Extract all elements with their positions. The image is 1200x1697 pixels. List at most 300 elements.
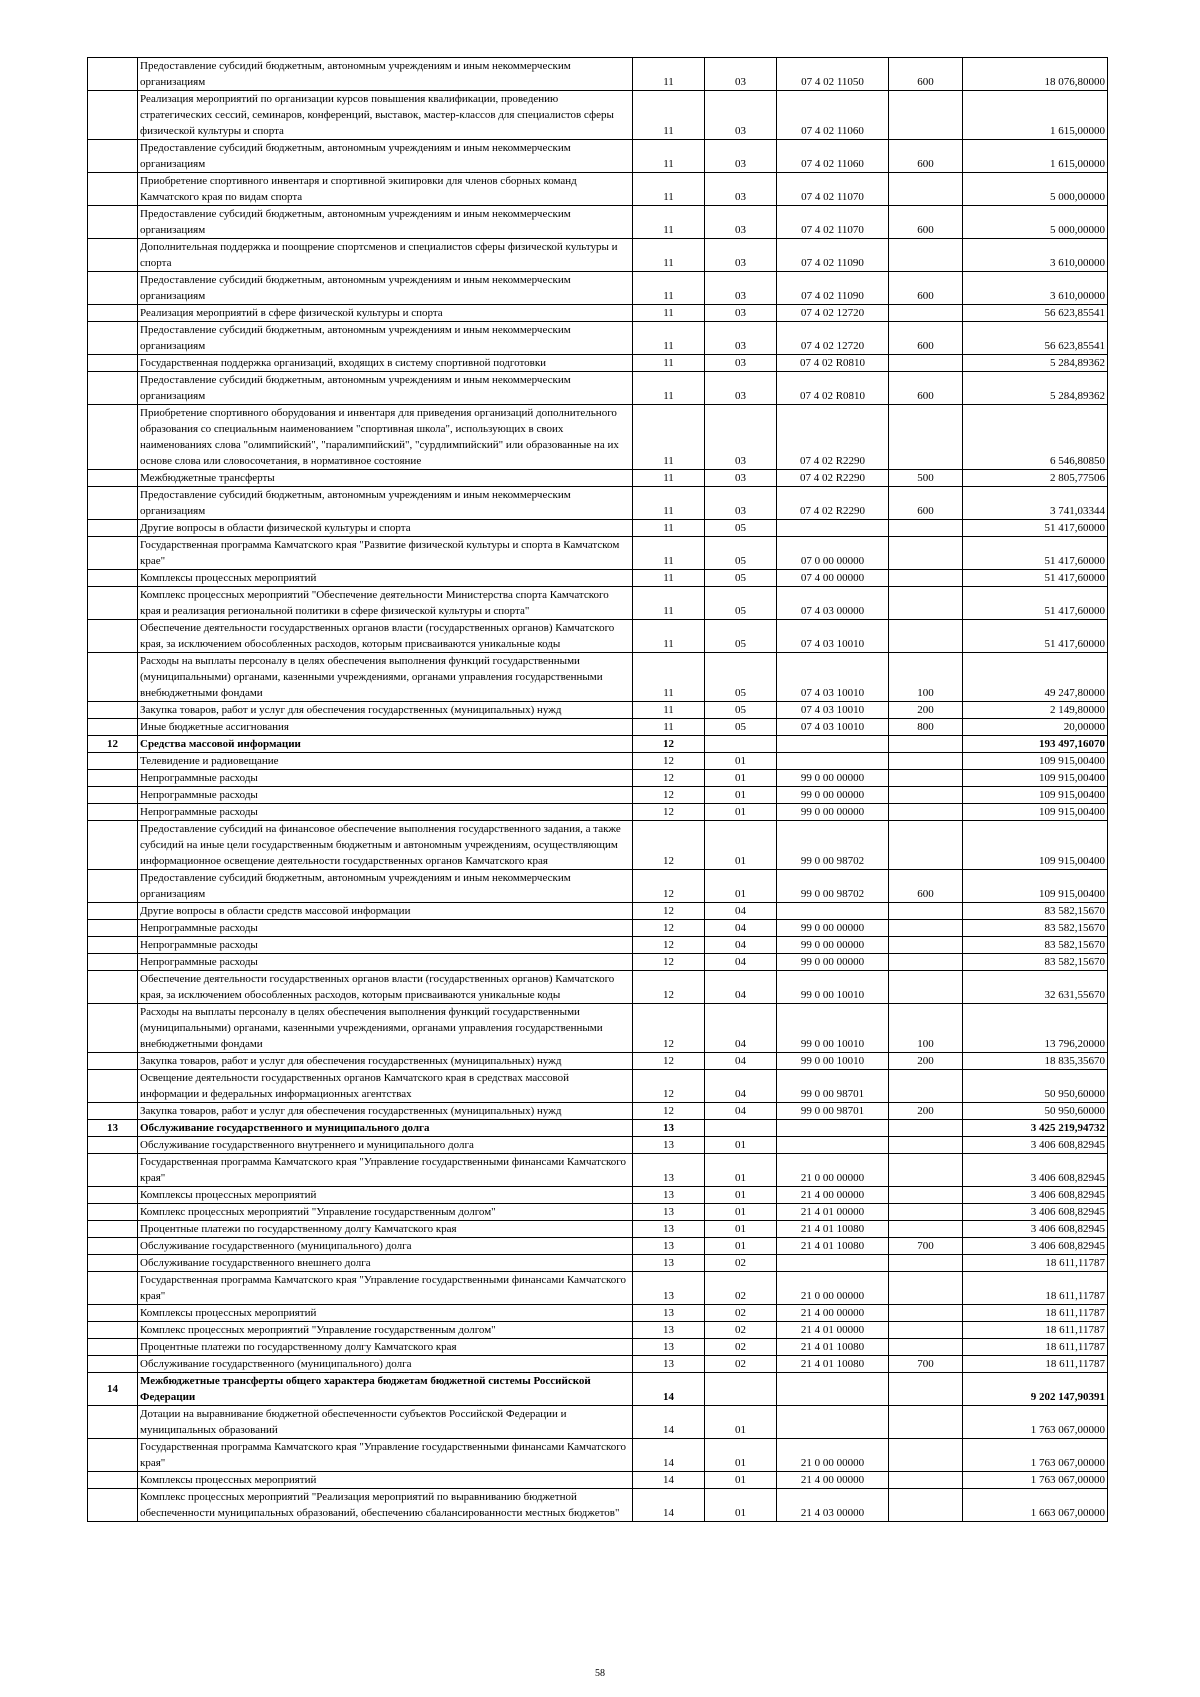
subsection-code-cell: 03 (705, 206, 777, 239)
table-row (88, 1439, 1108, 1472)
expense-name-cell: Предоставление субсидий бюджетным, автономным учреждениям и иным некоммерческим организациям (138, 322, 633, 355)
expense-type-code-cell (889, 620, 963, 653)
expense-type-code-cell (889, 239, 963, 272)
section-code-cell: 11 (633, 91, 705, 140)
expense-type-code-cell (889, 937, 963, 954)
expense-name-cell: Обслуживание государственного внутреннего и муниципального долга (138, 1137, 633, 1154)
target-article-code-cell (777, 1406, 889, 1439)
amount-cell: 3 406 608,82945 (963, 1154, 1108, 1187)
subsection-code-cell (705, 736, 777, 753)
row-number-cell (88, 372, 138, 405)
amount-cell: 18 611,11787 (963, 1356, 1108, 1373)
section-code-cell: 11 (633, 322, 705, 355)
subsection-code-cell: 04 (705, 1070, 777, 1103)
table-row (88, 1356, 1108, 1373)
row-number-cell (88, 1137, 138, 1154)
table-row (88, 1204, 1108, 1221)
expense-type-code-cell: 600 (889, 140, 963, 173)
table-row (88, 1322, 1108, 1339)
target-article-code-cell: 07 4 02 R2290 (777, 470, 889, 487)
subsection-code-cell: 02 (705, 1322, 777, 1339)
target-article-code-cell: 07 4 02 11060 (777, 140, 889, 173)
expense-name-cell: Предоставление субсидий бюджетным, автономным учреждениям и иным некоммерческим организациям (138, 58, 633, 91)
expense-name-cell: Телевидение и радиовещание (138, 753, 633, 770)
subsection-code-cell: 04 (705, 903, 777, 920)
section-code-cell: 11 (633, 372, 705, 405)
target-article-code-cell: 07 4 02 R0810 (777, 372, 889, 405)
expense-name-cell: Предоставление субсидий бюджетным, автономным учреждениям и иным некоммерческим организациям (138, 372, 633, 405)
table-row (88, 920, 1108, 937)
table-row (88, 537, 1108, 570)
target-article-code-cell (777, 753, 889, 770)
target-article-code-cell: 07 4 02 R2290 (777, 487, 889, 520)
subsection-code-cell: 01 (705, 1472, 777, 1489)
row-number-cell (88, 91, 138, 140)
expense-name-cell: Предоставление субсидий бюджетным, автономным учреждениям и иным некоммерческим организациям (138, 206, 633, 239)
section-code-cell: 11 (633, 520, 705, 537)
amount-cell: 51 417,60000 (963, 620, 1108, 653)
section-code-cell: 11 (633, 272, 705, 305)
target-article-code-cell: 99 0 00 00000 (777, 954, 889, 971)
expense-type-code-cell: 600 (889, 58, 963, 91)
row-number-cell (88, 753, 138, 770)
table-row (88, 770, 1108, 787)
expense-type-code-cell (889, 1204, 963, 1221)
target-article-code-cell: 99 0 00 98701 (777, 1070, 889, 1103)
amount-cell: 3 406 608,82945 (963, 1221, 1108, 1238)
section-code-cell: 11 (633, 487, 705, 520)
section-code-cell: 11 (633, 405, 705, 470)
amount-cell: 1 615,00000 (963, 140, 1108, 173)
amount-cell: 1 763 067,00000 (963, 1472, 1108, 1489)
expense-name-cell: Обеспечение деятельности государственных органов власти (государственных органов) Камчатского края, за исключением обособленных расходов, которым присваиваются уникальные коды (138, 971, 633, 1004)
section-code-cell: 12 (633, 804, 705, 821)
target-article-code-cell: 99 0 00 00000 (777, 804, 889, 821)
target-article-code-cell: 07 4 03 10010 (777, 620, 889, 653)
table-row (88, 91, 1108, 140)
subsection-code-cell: 01 (705, 1137, 777, 1154)
expense-name-cell: Межбюджетные трансферты общего характера бюджетам бюджетной системы Российской Федерации (138, 1373, 633, 1406)
expense-type-code-cell (889, 1439, 963, 1472)
target-article-code-cell: 99 0 00 10010 (777, 1004, 889, 1053)
amount-cell: 109 915,00400 (963, 787, 1108, 804)
expense-type-code-cell (889, 787, 963, 804)
row-number-cell (88, 719, 138, 736)
target-article-code-cell: 21 4 01 00000 (777, 1204, 889, 1221)
section-code-cell: 12 (633, 821, 705, 870)
row-number-cell (88, 1221, 138, 1238)
section-code-cell: 13 (633, 1221, 705, 1238)
table-row (88, 520, 1108, 537)
expense-type-code-cell (889, 1373, 963, 1406)
subsection-code-cell: 01 (705, 1238, 777, 1255)
amount-cell: 3 406 608,82945 (963, 1204, 1108, 1221)
table-row (88, 140, 1108, 173)
table-row (88, 487, 1108, 520)
amount-cell: 3 406 608,82945 (963, 1238, 1108, 1255)
amount-cell: 3 406 608,82945 (963, 1137, 1108, 1154)
expense-type-code-cell: 100 (889, 1004, 963, 1053)
amount-cell: 83 582,15670 (963, 954, 1108, 971)
amount-cell: 18 611,11787 (963, 1255, 1108, 1272)
table-row (88, 1120, 1108, 1137)
table-row (88, 1406, 1108, 1439)
row-number-cell (88, 355, 138, 372)
row-number-cell (88, 1339, 138, 1356)
expense-type-code-cell: 600 (889, 272, 963, 305)
amount-cell: 18 835,35670 (963, 1053, 1108, 1070)
expense-type-code-cell (889, 1187, 963, 1204)
table-row (88, 1305, 1108, 1322)
amount-cell: 49 247,80000 (963, 653, 1108, 702)
target-article-code-cell: 21 4 01 10080 (777, 1238, 889, 1255)
subsection-code-cell: 01 (705, 1204, 777, 1221)
table-row (88, 372, 1108, 405)
subsection-code-cell: 05 (705, 570, 777, 587)
expense-type-code-cell (889, 1255, 963, 1272)
section-code-cell: 14 (633, 1406, 705, 1439)
budget-table (87, 57, 1108, 1522)
expense-name-cell: Непрограммные расходы (138, 804, 633, 821)
row-number-cell (88, 1322, 138, 1339)
expense-name-cell: Закупка товаров, работ и услуг для обеспечения государственных (муниципальных) нужд (138, 1053, 633, 1070)
table-row (88, 322, 1108, 355)
section-code-cell: 13 (633, 1204, 705, 1221)
subsection-code-cell: 03 (705, 322, 777, 355)
table-row (88, 1004, 1108, 1053)
section-code-cell: 11 (633, 587, 705, 620)
section-code-cell: 12 (633, 971, 705, 1004)
row-number-cell (88, 1238, 138, 1255)
subsection-code-cell: 05 (705, 719, 777, 736)
subsection-code-cell: 05 (705, 537, 777, 570)
amount-cell: 3 610,00000 (963, 272, 1108, 305)
expense-type-code-cell (889, 1154, 963, 1187)
target-article-code-cell: 21 4 01 10080 (777, 1221, 889, 1238)
expense-name-cell: Обслуживание государственного и муниципального долга (138, 1120, 633, 1137)
subsection-code-cell: 03 (705, 405, 777, 470)
expense-type-code-cell (889, 537, 963, 570)
section-code-cell: 12 (633, 903, 705, 920)
section-code-cell: 14 (633, 1373, 705, 1406)
table-row (88, 1272, 1108, 1305)
table-row (88, 355, 1108, 372)
row-number-cell (88, 1103, 138, 1120)
row-number-cell (88, 653, 138, 702)
table-row (88, 1489, 1108, 1522)
expense-name-cell: Комплексы процессных мероприятий (138, 1187, 633, 1204)
target-article-code-cell: 99 0 00 10010 (777, 971, 889, 1004)
subsection-code-cell: 05 (705, 702, 777, 719)
target-article-code-cell: 07 4 03 00000 (777, 587, 889, 620)
subsection-code-cell: 04 (705, 954, 777, 971)
expense-name-cell: Непрограммные расходы (138, 937, 633, 954)
row-number-cell (88, 272, 138, 305)
row-number-cell (88, 1356, 138, 1373)
row-number-cell (88, 1187, 138, 1204)
target-article-code-cell: 21 0 00 00000 (777, 1439, 889, 1472)
expense-name-cell: Дополнительная поддержка и поощрение спортсменов и специалистов сферы физической культуры и спорта (138, 239, 633, 272)
amount-cell: 5 000,00000 (963, 173, 1108, 206)
section-code-cell: 13 (633, 1322, 705, 1339)
section-code-cell: 14 (633, 1489, 705, 1522)
expense-type-code-cell (889, 1221, 963, 1238)
table-row (88, 239, 1108, 272)
expense-type-code-cell (889, 1322, 963, 1339)
expense-type-code-cell (889, 903, 963, 920)
subsection-code-cell: 03 (705, 470, 777, 487)
amount-cell: 51 417,60000 (963, 587, 1108, 620)
target-article-code-cell: 21 4 01 10080 (777, 1339, 889, 1356)
target-article-code-cell (777, 736, 889, 753)
expense-name-cell: Государственная поддержка организаций, входящих в систему спортивной подготовки (138, 355, 633, 372)
expense-type-code-cell: 600 (889, 870, 963, 903)
section-code-cell: 13 (633, 1154, 705, 1187)
target-article-code-cell: 21 0 00 00000 (777, 1272, 889, 1305)
section-code-cell: 12 (633, 753, 705, 770)
expense-type-code-cell: 500 (889, 470, 963, 487)
amount-cell: 51 417,60000 (963, 537, 1108, 570)
target-article-code-cell: 07 4 02 12720 (777, 322, 889, 355)
expense-name-cell: Процентные платежи по государственному долгу Камчатского края (138, 1221, 633, 1238)
expense-name-cell: Непрограммные расходы (138, 770, 633, 787)
expense-type-code-cell (889, 91, 963, 140)
subsection-code-cell: 01 (705, 1221, 777, 1238)
section-code-cell: 13 (633, 1187, 705, 1204)
subsection-code-cell: 03 (705, 487, 777, 520)
expense-type-code-cell (889, 1137, 963, 1154)
expense-name-cell: Другие вопросы в области средств массовой информации (138, 903, 633, 920)
section-code-cell: 13 (633, 1356, 705, 1373)
row-number-cell (88, 206, 138, 239)
table-row (88, 753, 1108, 770)
amount-cell: 109 915,00400 (963, 753, 1108, 770)
table-row (88, 903, 1108, 920)
target-article-code-cell: 21 4 03 00000 (777, 1489, 889, 1522)
target-article-code-cell: 21 0 00 00000 (777, 1154, 889, 1187)
row-number-cell (88, 870, 138, 903)
expense-name-cell: Непрограммные расходы (138, 954, 633, 971)
section-code-cell: 11 (633, 355, 705, 372)
row-number-cell (88, 770, 138, 787)
subsection-code-cell: 03 (705, 305, 777, 322)
table-row (88, 870, 1108, 903)
section-code-cell: 13 (633, 1255, 705, 1272)
table-row (88, 272, 1108, 305)
expense-name-cell: Комплекс процессных мероприятий "Управление государственным долгом" (138, 1322, 633, 1339)
section-code-cell: 12 (633, 1004, 705, 1053)
expense-name-cell: Предоставление субсидий бюджетным, автономным учреждениям и иным некоммерческим организациям (138, 272, 633, 305)
target-article-code-cell: 07 4 02 11050 (777, 58, 889, 91)
subsection-code-cell: 02 (705, 1305, 777, 1322)
expense-type-code-cell (889, 1272, 963, 1305)
row-number-cell (88, 903, 138, 920)
section-code-cell: 13 (633, 1238, 705, 1255)
section-code-cell: 12 (633, 954, 705, 971)
table-row (88, 58, 1108, 91)
table-body (88, 58, 1108, 1522)
expense-type-code-cell (889, 173, 963, 206)
expense-type-code-cell (889, 804, 963, 821)
section-code-cell: 13 (633, 1120, 705, 1137)
amount-cell: 51 417,60000 (963, 570, 1108, 587)
expense-name-cell: Государственная программа Камчатского края "Развитие физической культуры и спорта в Камчатском крае" (138, 537, 633, 570)
amount-cell: 18 076,80000 (963, 58, 1108, 91)
amount-cell: 109 915,00400 (963, 770, 1108, 787)
row-number-cell (88, 1154, 138, 1187)
section-code-cell: 13 (633, 1305, 705, 1322)
table-row (88, 1137, 1108, 1154)
row-number-cell (88, 1472, 138, 1489)
expense-name-cell: Реализация мероприятий в сфере физической культуры и спорта (138, 305, 633, 322)
subsection-code-cell: 04 (705, 1103, 777, 1120)
subsection-code-cell: 01 (705, 1406, 777, 1439)
table-row (88, 206, 1108, 239)
table-row (88, 1339, 1108, 1356)
target-article-code-cell: 07 4 02 12720 (777, 305, 889, 322)
row-number-cell (88, 1439, 138, 1472)
amount-cell: 18 611,11787 (963, 1272, 1108, 1305)
amount-cell: 109 915,00400 (963, 870, 1108, 903)
expense-name-cell: Расходы на выплаты персоналу в целях обеспечения выполнения функций государственными (муниципальными) органами, казенными учреждениями, органами управления государственными внебюджетными фондами (138, 1004, 633, 1053)
expense-type-code-cell (889, 1120, 963, 1137)
subsection-code-cell: 03 (705, 372, 777, 405)
expense-type-code-cell: 800 (889, 719, 963, 736)
expense-name-cell: Предоставление субсидий бюджетным, автономным учреждениям и иным некоммерческим организациям (138, 870, 633, 903)
subsection-code-cell: 05 (705, 587, 777, 620)
target-article-code-cell: 21 4 00 00000 (777, 1187, 889, 1204)
expense-name-cell: Комплекс процессных мероприятий "Управление государственным долгом" (138, 1204, 633, 1221)
expense-type-code-cell (889, 954, 963, 971)
table-row (88, 736, 1108, 753)
section-code-cell: 11 (633, 173, 705, 206)
target-article-code-cell: 07 4 02 11060 (777, 91, 889, 140)
row-number-cell (88, 1053, 138, 1070)
expense-name-cell: Межбюджетные трансферты (138, 470, 633, 487)
target-article-code-cell (777, 1373, 889, 1406)
table-row (88, 405, 1108, 470)
subsection-code-cell (705, 1120, 777, 1137)
target-article-code-cell: 07 4 02 11090 (777, 239, 889, 272)
table-row (88, 470, 1108, 487)
subsection-code-cell: 01 (705, 1489, 777, 1522)
budget-table-page (87, 57, 1107, 1522)
amount-cell: 2 149,80000 (963, 702, 1108, 719)
subsection-code-cell: 02 (705, 1272, 777, 1305)
table-row (88, 1187, 1108, 1204)
amount-cell: 32 631,55670 (963, 971, 1108, 1004)
target-article-code-cell: 07 4 02 11070 (777, 206, 889, 239)
section-code-cell: 11 (633, 570, 705, 587)
row-number-cell (88, 702, 138, 719)
target-article-code-cell: 07 4 02 11090 (777, 272, 889, 305)
table-row (88, 1154, 1108, 1187)
expense-type-code-cell: 200 (889, 702, 963, 719)
subsection-code-cell: 03 (705, 239, 777, 272)
target-article-code-cell: 07 4 03 10010 (777, 702, 889, 719)
target-article-code-cell: 99 0 00 00000 (777, 920, 889, 937)
section-code-cell: 12 (633, 1070, 705, 1103)
amount-cell: 18 611,11787 (963, 1322, 1108, 1339)
amount-cell: 1 763 067,00000 (963, 1439, 1108, 1472)
row-number-cell (88, 1272, 138, 1305)
target-article-code-cell: 99 0 00 00000 (777, 770, 889, 787)
amount-cell: 1 763 067,00000 (963, 1406, 1108, 1439)
amount-cell: 9 202 147,90391 (963, 1373, 1108, 1406)
amount-cell: 1 663 067,00000 (963, 1489, 1108, 1522)
expense-type-code-cell (889, 570, 963, 587)
subsection-code-cell: 01 (705, 787, 777, 804)
expense-name-cell: Комплексы процессных мероприятий (138, 1305, 633, 1322)
subsection-code-cell: 03 (705, 355, 777, 372)
expense-type-code-cell (889, 1489, 963, 1522)
subsection-code-cell: 04 (705, 937, 777, 954)
row-number-cell (88, 140, 138, 173)
target-article-code-cell: 07 4 03 10010 (777, 653, 889, 702)
target-article-code-cell: 07 4 00 00000 (777, 570, 889, 587)
row-number-cell (88, 520, 138, 537)
amount-cell: 18 611,11787 (963, 1339, 1108, 1356)
expense-name-cell: Государственная программа Камчатского края "Управление государственными финансами Камчатского края" (138, 1154, 633, 1187)
row-number-cell (88, 405, 138, 470)
expense-name-cell: Предоставление субсидий бюджетным, автономным учреждениям и иным некоммерческим организациям (138, 487, 633, 520)
amount-cell: 5 000,00000 (963, 206, 1108, 239)
target-article-code-cell (777, 1137, 889, 1154)
expense-name-cell: Предоставление субсидий бюджетным, автономным учреждениям и иным некоммерческим организациям (138, 140, 633, 173)
subsection-code-cell: 04 (705, 971, 777, 1004)
subsection-code-cell: 01 (705, 753, 777, 770)
expense-name-cell: Государственная программа Камчатского края "Управление государственными финансами Камчатского края" (138, 1439, 633, 1472)
amount-cell: 50 950,60000 (963, 1070, 1108, 1103)
amount-cell: 193 497,16070 (963, 736, 1108, 753)
subsection-code-cell: 04 (705, 920, 777, 937)
amount-cell: 6 546,80850 (963, 405, 1108, 470)
row-number-cell (88, 1004, 138, 1053)
row-number-cell: 12 (88, 736, 138, 753)
section-code-cell: 11 (633, 702, 705, 719)
expense-name-cell: Процентные платежи по государственному долгу Камчатского края (138, 1339, 633, 1356)
target-article-code-cell: 21 4 00 00000 (777, 1472, 889, 1489)
table-row (88, 702, 1108, 719)
section-code-cell: 12 (633, 736, 705, 753)
expense-name-cell: Реализация мероприятий по организации курсов повышения квалификации, проведению стратегических сессий, семинаров, конференций, выставок, мастер-классов для специалистов сферы физической культуры и спорта (138, 91, 633, 140)
expense-name-cell: Комплекс процессных мероприятий "Обеспечение деятельности Министерства спорта Камчатского края и реализация региональной политики в сфере физической культуры и спорта" (138, 587, 633, 620)
expense-type-code-cell: 600 (889, 487, 963, 520)
row-number-cell (88, 937, 138, 954)
expense-name-cell: Обслуживание государственного (муниципального) долга (138, 1238, 633, 1255)
amount-cell: 83 582,15670 (963, 920, 1108, 937)
row-number-cell (88, 537, 138, 570)
row-number-cell (88, 821, 138, 870)
expense-name-cell: Предоставление субсидий на финансовое обеспечение выполнения государственного задания, а также субсидий на иные цели государственным бюджетным и автономным учреждениям, осуществляющим информационное освещение деятельности государственных органов Камчатского края (138, 821, 633, 870)
section-code-cell: 12 (633, 920, 705, 937)
subsection-code-cell: 04 (705, 1004, 777, 1053)
section-code-cell: 11 (633, 719, 705, 736)
table-row (88, 937, 1108, 954)
row-number-cell (88, 804, 138, 821)
section-code-cell: 11 (633, 58, 705, 91)
expense-name-cell: Обслуживание государственного внешнего долга (138, 1255, 633, 1272)
table-row (88, 821, 1108, 870)
subsection-code-cell: 02 (705, 1356, 777, 1373)
expense-type-code-cell: 600 (889, 322, 963, 355)
subsection-code-cell: 01 (705, 804, 777, 821)
table-row (88, 1103, 1108, 1120)
expense-type-code-cell (889, 1070, 963, 1103)
subsection-code-cell: 01 (705, 1154, 777, 1187)
amount-cell: 50 950,60000 (963, 1103, 1108, 1120)
amount-cell: 5 284,89362 (963, 355, 1108, 372)
